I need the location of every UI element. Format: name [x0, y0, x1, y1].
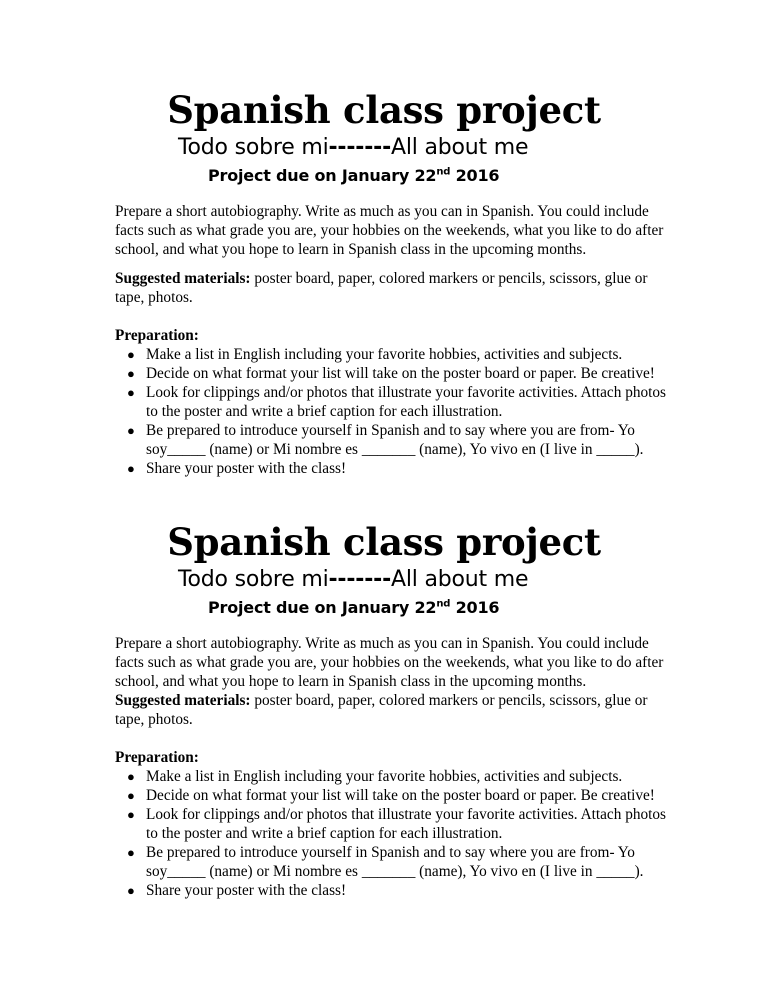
list-item-text: Share your poster with the class!	[146, 882, 347, 899]
project-subtitle	[178, 566, 528, 594]
suggested-materials	[115, 269, 675, 307]
project-title: Spanish class project	[167, 520, 601, 564]
list-item	[115, 459, 675, 478]
list-item-text: Be prepared to introduce yourself in Spanish and to say where you are from- Yo soy_____ (name) or Mi nombre es _______ (name), Yo vivo en (I live in _____).	[146, 422, 644, 458]
list-item-text: Share your poster with the class!	[146, 460, 347, 477]
due-date-prefix: Project due on January 22	[208, 598, 437, 617]
list-item-text: Make a list in English including your favorite hobbies, activities and subjects.	[146, 346, 623, 363]
list-item	[115, 843, 675, 881]
bullet-icon: ●	[127, 423, 135, 438]
list-item	[115, 345, 675, 364]
subtitle-english: All about me	[391, 135, 529, 160]
preparation-list	[115, 767, 675, 900]
due-date	[208, 166, 499, 186]
bullet-icon: ●	[127, 788, 135, 803]
subtitle-spanish: Todo sobre mi	[178, 135, 329, 160]
preparation-heading: Preparation:	[115, 327, 199, 344]
bullet-icon: ●	[127, 845, 135, 860]
bullet-icon: ●	[127, 769, 135, 784]
due-date	[208, 598, 499, 618]
preparation-heading: Preparation:	[115, 749, 199, 766]
materials-text: poster board, paper, colored markers or pencils, scissors, glue or tape, photos.	[115, 692, 648, 728]
list-item-text: Make a list in English including your favorite hobbies, activities and subjects.	[146, 768, 623, 785]
due-date-year: 2016	[450, 598, 500, 617]
list-item-text: Decide on what format your list will take on the poster board or paper. Be creative!	[146, 787, 655, 804]
materials-label: Suggested materials:	[115, 692, 251, 709]
list-item	[115, 767, 675, 786]
list-item-text: Decide on what format your list will take on the poster board or paper. Be creative!	[146, 365, 655, 382]
subtitle-english: All about me	[391, 567, 529, 592]
list-item	[115, 383, 675, 421]
bullet-icon: ●	[127, 366, 135, 381]
materials-label: Suggested materials:	[115, 270, 251, 287]
project-title: Spanish class project	[167, 88, 601, 132]
preparation-list	[115, 345, 675, 478]
intro-paragraph: Prepare a short autobiography. Write as much as you can in Spanish. You could include facts such as what grade you are, your hobbies on the weekends, what you like to do after school, and what you hope to learn in Spanish class in the upcoming months.	[115, 203, 664, 258]
list-item-text: Look for clippings and/or photos that illustrate your favorite activities. Attach photos to the poster and write a brief caption for each illustration.	[146, 806, 666, 842]
bullet-icon: ●	[127, 883, 135, 898]
list-item	[115, 786, 675, 805]
list-item	[115, 805, 675, 843]
due-date-ordinal: nd	[436, 598, 451, 610]
project-subtitle	[178, 134, 528, 162]
due-date-prefix: Project due on January 22	[208, 166, 437, 185]
bullet-icon: ●	[127, 347, 135, 362]
subtitle-dashes: -------	[328, 567, 392, 592]
project-section-2	[0, 520, 768, 899]
bullet-icon: ●	[127, 807, 135, 822]
bullet-icon: ●	[127, 385, 135, 400]
list-item	[115, 364, 675, 383]
project-section-1	[0, 88, 768, 477]
list-item	[115, 421, 675, 459]
list-item-text: Look for clippings and/or photos that illustrate your favorite activities. Attach photos to the poster and write a brief caption for each illustration.	[146, 384, 666, 420]
list-item-text: Be prepared to introduce yourself in Spanish and to say where you are from- Yo soy_____ (name) or Mi nombre es _______ (name), Yo vivo en (I live in _____).	[146, 844, 644, 880]
intro-paragraph: Prepare a short autobiography. Write as much as you can in Spanish. You could include facts such as what grade you are, your hobbies on the weekends, what you like to do after school, and what you hope to learn in Spanish class in the upcoming months.	[115, 635, 664, 690]
suggested-materials	[115, 691, 675, 729]
bullet-icon: ●	[127, 461, 135, 476]
list-item	[115, 881, 675, 900]
due-date-ordinal: nd	[436, 166, 451, 178]
subtitle-dashes: -------	[328, 135, 392, 160]
subtitle-spanish: Todo sobre mi	[178, 567, 329, 592]
due-date-year: 2016	[450, 166, 500, 185]
materials-text: poster board, paper, colored markers or pencils, scissors, glue or tape, photos.	[115, 270, 648, 306]
